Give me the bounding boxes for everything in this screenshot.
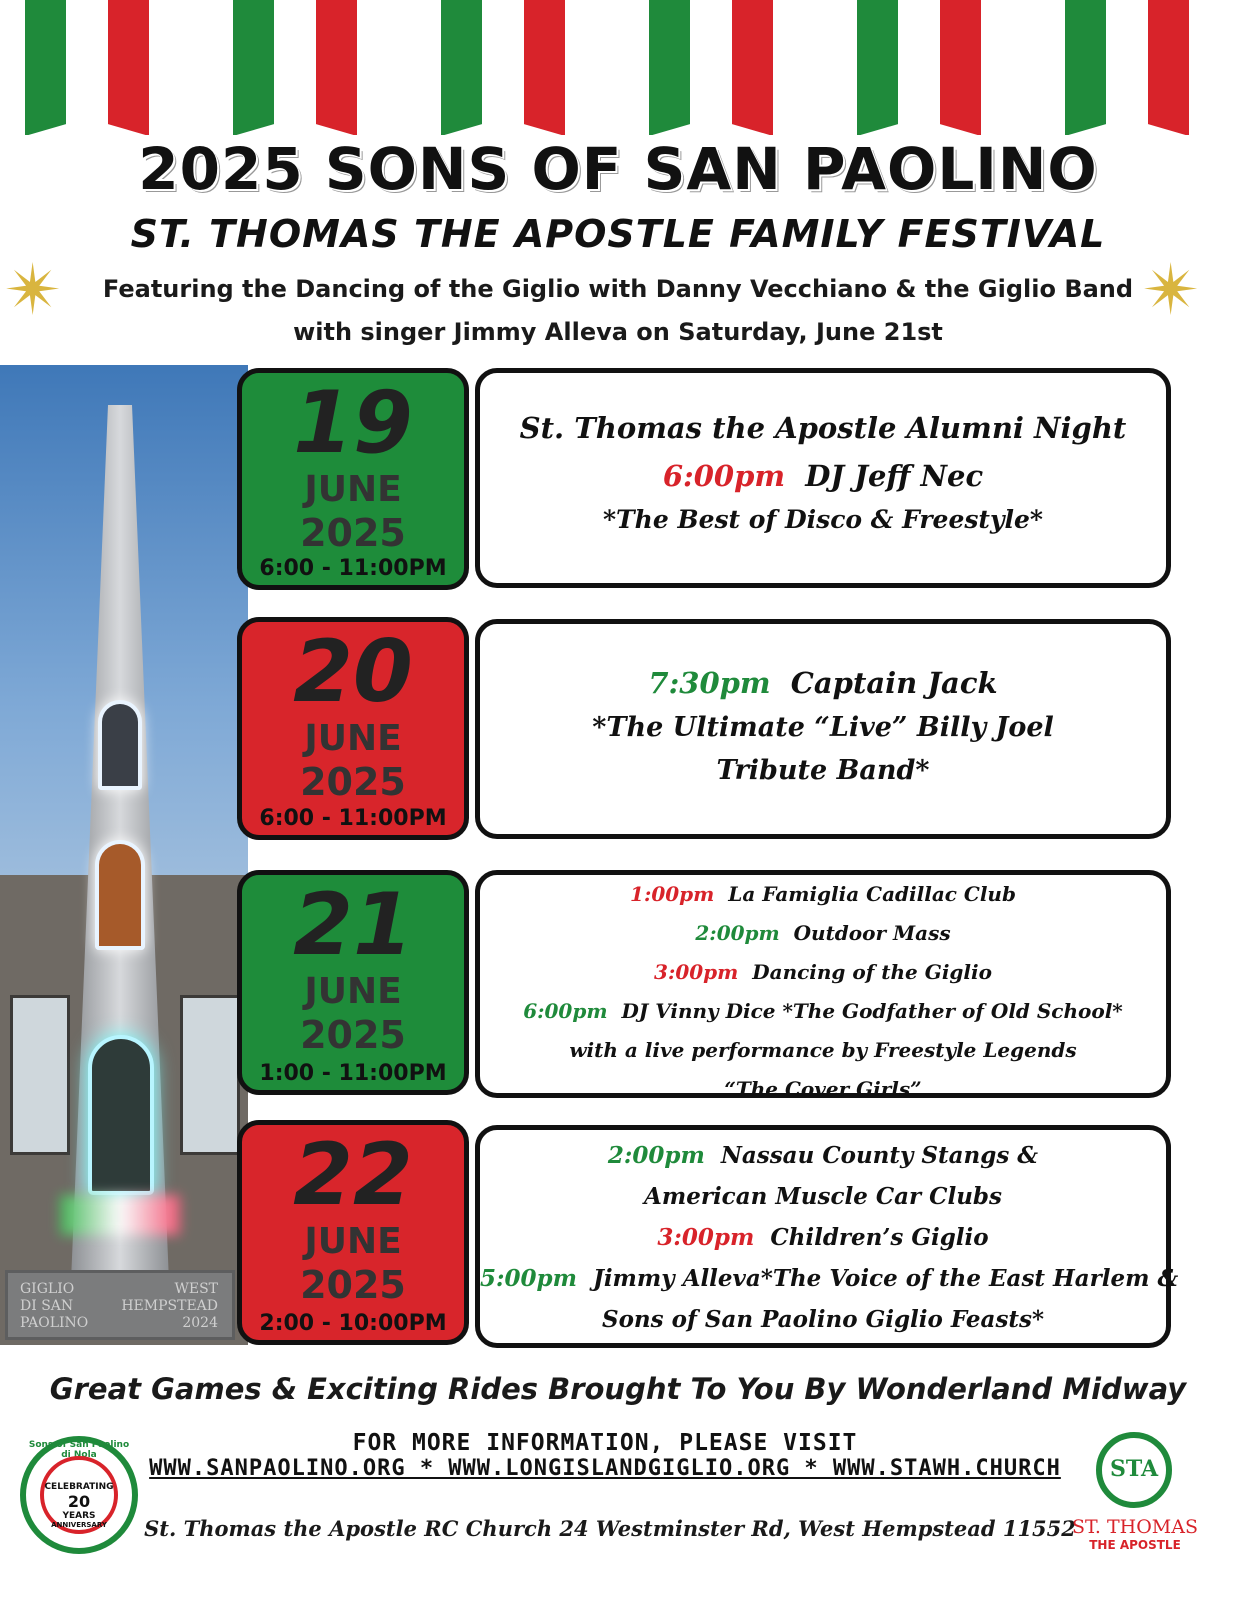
date-box-june-19 xyxy=(237,368,469,590)
event-time: 1:00pm xyxy=(630,882,715,906)
plaque-text: DI SAN xyxy=(20,1298,74,1314)
date-day: 22 xyxy=(293,1125,413,1225)
date-month: JUNE xyxy=(304,469,402,510)
date-year: 2025 xyxy=(300,1013,406,1057)
event-note: *The Best of Disco & Freestyle* xyxy=(602,505,1043,534)
event-act: DJ Jeff Nec xyxy=(805,459,984,493)
date-box-june-22 xyxy=(237,1120,469,1345)
sta-name xyxy=(1070,1518,1200,1554)
date-year: 2025 xyxy=(300,511,406,555)
event-time: 2:00pm xyxy=(695,921,780,945)
website-links[interactable]: WWW.SANPAOLINO.ORG * WWW.LONGISLANDGIGLIO.ORG * WWW.STAWH.CHURCH xyxy=(149,1456,1061,1481)
featuring-line-2: with singer Jimmy Alleva on Saturday, June 21st xyxy=(293,318,943,346)
italian-flag-banner xyxy=(857,0,981,135)
date-year: 2025 xyxy=(300,760,406,804)
event-act: Jimmy Alleva*The Voice of the East Harlem & xyxy=(592,1265,1179,1292)
event-note: American Muscle Car Clubs xyxy=(644,1183,1002,1210)
page-title: 2025 SONS OF SAN PAOLINO xyxy=(138,135,1098,203)
date-day: 19 xyxy=(293,373,413,473)
event-time: 2:00pm xyxy=(607,1142,705,1169)
seal-text: CELEBRATING xyxy=(44,1482,114,1492)
seal-center xyxy=(40,1456,118,1534)
event-time: 6:00pm xyxy=(662,459,786,493)
event-note: Tribute Band* xyxy=(716,755,930,786)
date-hours: 6:00 - 11:00PM xyxy=(259,556,447,581)
sta-logo-text: STA xyxy=(1096,1432,1172,1508)
sparkle-icon: ✴ xyxy=(1142,249,1201,331)
date-hours: 1:00 - 11:00PM xyxy=(259,1061,447,1086)
event-act: La Famiglia Cadillac Club xyxy=(728,882,1016,906)
event-time: 3:00pm xyxy=(654,960,739,984)
date-day: 20 xyxy=(293,622,413,722)
event-box-june-19 xyxy=(475,368,1171,588)
date-box-june-21 xyxy=(237,870,469,1095)
date-box-june-20 xyxy=(237,617,469,840)
event-note: Sons of San Paolino Giglio Feasts* xyxy=(601,1306,1045,1333)
giglio-tower-photo xyxy=(0,365,248,1345)
statue-niche xyxy=(88,1035,154,1195)
date-hours: 2:00 - 10:00PM xyxy=(259,1311,447,1336)
info-block xyxy=(0,1430,1210,1481)
statue-niche xyxy=(98,700,142,790)
sparkle-icon: ✴ xyxy=(4,249,63,331)
plaque-text: HEMPSTEAD xyxy=(121,1298,218,1314)
event-act: DJ Vinny Dice *The Godfather of Old School* xyxy=(621,999,1123,1023)
event-time: 7:30pm xyxy=(648,666,771,700)
event-box-june-22 xyxy=(475,1125,1179,1348)
event-act: Children’s Giglio xyxy=(770,1224,989,1251)
event-act: Captain Jack xyxy=(790,666,998,700)
plaque-text: PAOLINO xyxy=(20,1315,89,1331)
event-act: Nassau County Stangs & xyxy=(720,1142,1039,1169)
date-year: 2025 xyxy=(300,1263,406,1307)
italian-flag-banner xyxy=(441,0,565,135)
info-text: FOR MORE INFORMATION, PLEASE VISIT xyxy=(352,1430,858,1456)
event-time: 3:00pm xyxy=(657,1224,755,1251)
seal-text: ANNIVERSARY xyxy=(51,1521,107,1529)
tricolor-glow xyxy=(60,1195,180,1235)
italian-flag-banner xyxy=(649,0,773,135)
italian-flag-banner xyxy=(233,0,357,135)
featuring-line-1: Featuring the Dancing of the Giglio with Danny Vecchiano & the Giglio Band xyxy=(102,275,1134,303)
date-month: JUNE xyxy=(304,1221,402,1262)
italian-flag-banner xyxy=(1065,0,1189,135)
church-address: St. Thomas the Apostle RC Church 24 Westminster Rd, West Hempstead 11552 xyxy=(144,1516,1076,1541)
seal-text: 20 xyxy=(67,1492,91,1511)
sta-logo xyxy=(1082,1428,1186,1518)
anniversary-seal-logo xyxy=(20,1436,138,1554)
seal-text: YEARS xyxy=(62,1511,96,1521)
date-day: 21 xyxy=(293,875,413,975)
event-title: St. Thomas the Apostle Alumni Night xyxy=(519,411,1127,445)
date-hours: 6:00 - 11:00PM xyxy=(259,806,447,831)
event-act: Outdoor Mass xyxy=(793,921,951,945)
event-note: “The Cover Girls” xyxy=(724,1077,922,1101)
event-box-june-21 xyxy=(475,870,1171,1101)
event-note: with a live performance by Freestyle Legends xyxy=(569,1038,1077,1062)
sta-name-line: THE APOSTLE xyxy=(1089,1538,1181,1552)
plaque-text: WEST xyxy=(174,1281,218,1297)
date-month: JUNE xyxy=(304,718,402,759)
statue-niche xyxy=(95,840,145,950)
event-act: Dancing of the Giglio xyxy=(752,960,992,984)
sta-name-line: ST. THOMAS xyxy=(1072,1516,1198,1538)
plaque-text: GIGLIO xyxy=(20,1281,75,1297)
italian-flag-banner xyxy=(25,0,149,135)
plaque-text: 2024 xyxy=(182,1315,218,1331)
event-time: 5:00pm xyxy=(480,1265,577,1292)
page-subtitle: ST. THOMAS THE APOSTLE FAMILY FESTIVAL xyxy=(130,212,1106,256)
date-month: JUNE xyxy=(304,971,402,1012)
giglio-plaque xyxy=(5,1270,235,1340)
rides-line: Great Games & Exciting Rides Brought To You By Wonderland Midway xyxy=(49,1372,1187,1406)
event-time: 6:00pm xyxy=(523,999,608,1023)
event-note: *The Ultimate “Live” Billy Joel xyxy=(592,712,1054,743)
seal-ring-text: Sons of San Paolino di Nola xyxy=(28,1440,130,1460)
event-box-june-20 xyxy=(475,619,1171,839)
